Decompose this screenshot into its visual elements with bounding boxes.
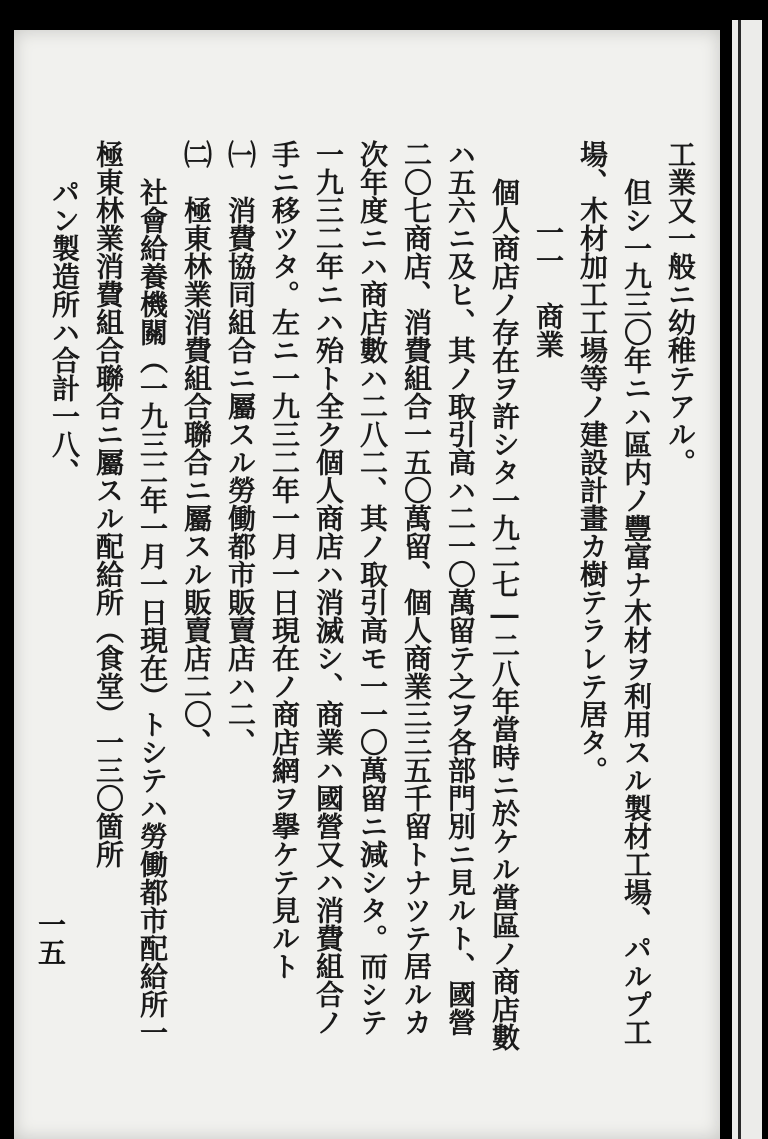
page-number: 一五 <box>34 910 67 966</box>
text-column-2: 但シ一九三〇年ニハ區内ノ豐富ナ木材ヲ利用スル製材工場、パルプ工 <box>620 178 653 1046</box>
text-column-14: 極東林業消費組合聯合ニ屬スル配給所（食堂）一三〇箇所 <box>92 140 125 868</box>
document-page <box>14 30 720 1139</box>
text-column-7: 二〇七商店、消費組合一五〇萬留、個人商業三三五千留トナツテ居ルカ <box>400 140 433 1036</box>
section-heading-commerce: 一一 商業 <box>532 218 565 358</box>
text-column-3: 場、木材加工工場等ノ建設計畫カ樹テラレテ居タ。 <box>576 140 609 784</box>
text-column-5: 個人商店ノ存在ヲ許シタ一九二七―二八年當時ニ於ケル當區ノ商店數 <box>488 178 521 1051</box>
text-column-9: 一九三二年ニハ殆ト全ク個人商店ハ消滅シ、商業ハ國營又ハ消費組合ノ <box>312 140 345 1036</box>
text-column-13: 社會給養機關（一九三二年一月一日現在）トシテハ勞働都市配給所一 <box>136 178 169 1046</box>
text-column-15: パン製造所ハ合計一八、 <box>48 178 81 486</box>
text-column-10: 手ニ移ツタ。左ニ一九三二年一月一日現在ノ商店網ヲ擧ケテ見ルト <box>268 140 301 980</box>
text-column-6: ハ五六ニ及ヒ、其ノ取引高ハ二一〇萬留テ之ヲ各部門別ニ見ルト、國營 <box>444 140 477 1036</box>
page-edge <box>732 20 762 1139</box>
list-item-2: ㈡ 極東林業消費組合聯合ニ屬スル販賣店二〇、 <box>180 140 213 756</box>
list-item-1: ㈠ 消費協同組合ニ屬スル勞働都市販賣店ハ二、 <box>224 140 257 756</box>
text-column-8: 次年度ニハ商店數ハ二八二、其ノ取引高モ一一〇萬留ニ減シタ。而シテ <box>356 140 389 1036</box>
binding-line <box>738 20 741 1139</box>
text-column-1: 工業又一般ニ幼稚テアル。 <box>664 140 697 476</box>
